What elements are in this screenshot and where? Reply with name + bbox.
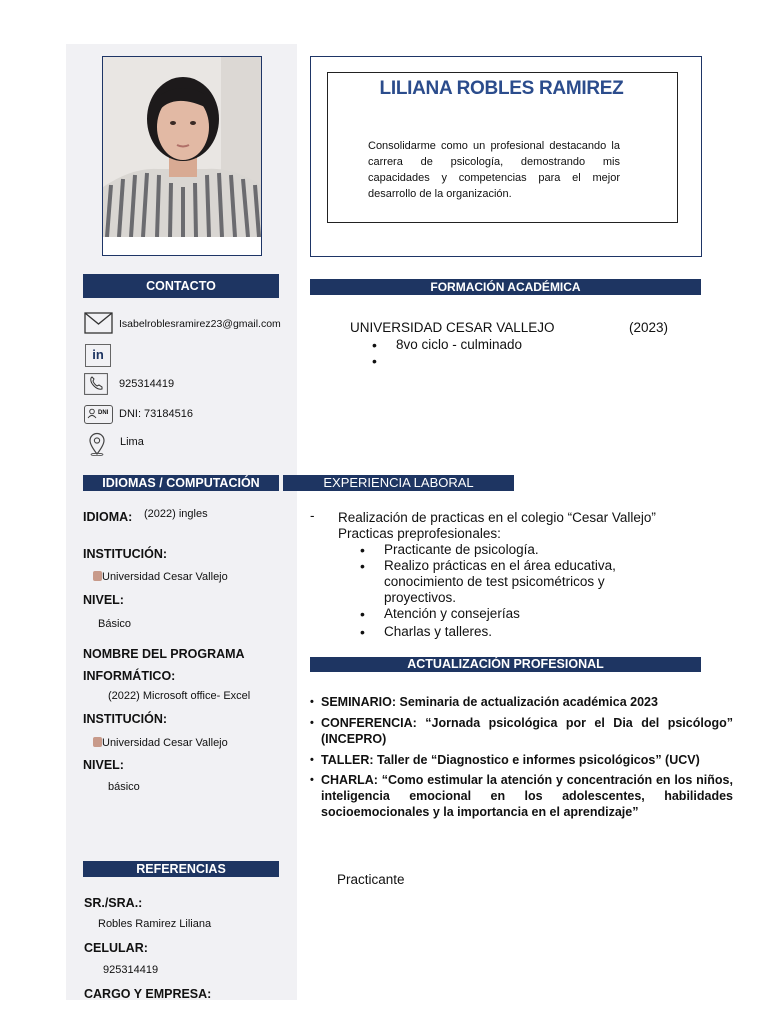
nivel2-value: básico (108, 781, 140, 793)
contact-city: Lima (120, 436, 144, 448)
nivel-label: NIVEL: (83, 593, 124, 607)
experiencia-item: • Practicante de psicología. (338, 542, 648, 558)
location-pin-icon (88, 432, 106, 461)
referencia-sr-value: Robles Ramirez Liliana (98, 918, 212, 930)
actualizacion-label: SEMINARIO: (321, 695, 396, 709)
nivel2-label: NIVEL: (83, 758, 124, 772)
linkedin-icon[interactable]: in (85, 344, 111, 367)
section-referencias: REFERENCIAS (83, 861, 279, 877)
referencia-celular-label: CELULAR: (84, 941, 148, 955)
nivel-value: Básico (98, 618, 132, 630)
institucion2-label: INSTITUCIÓN: (83, 712, 168, 726)
actualizacion-item: • TALLER: Taller de “Diagnostico e informes psicológicos” (UCV) (310, 753, 700, 767)
experiencia-list (338, 542, 648, 640)
id-card-icon-label: DNI (98, 410, 109, 416)
institution-small-icon (93, 737, 102, 747)
actualizacion-label: CHARLA: (321, 773, 378, 787)
referencia-cargo-value: Practicante (337, 872, 405, 887)
institucion-label: INSTITUCIÓN: (83, 547, 168, 561)
referencia-sr-label: SR./SRA.: (84, 896, 143, 910)
formacion-list (350, 337, 680, 369)
profile-photo-illustration (103, 57, 261, 255)
actualizacion-item: • CHARLA: “Como estimular la atención y concentración en los niños, inteligencia emocional en los adolescentes, habilidades socioemocionales y la importancia en el aprendizaje” (310, 773, 733, 819)
programa-label-2: INFORMÁTICO: (83, 669, 176, 683)
objective-text: Consolidarme como un profesional destacando la carrera de psicología, demostrando mis capacidades y competencias para el mejor desarrollo de la organización. (368, 140, 620, 200)
section-experiencia: EXPERIENCIA LABORAL (283, 475, 514, 491)
id-card-icon (84, 405, 113, 424)
candidate-name: LILIANA ROBLES RAMIREZ (379, 78, 624, 99)
formacion-item (350, 353, 680, 369)
experiencia-item: • Realizo prácticas en el área educativa, conocimiento de test psicométricos y proyectivos. (338, 558, 648, 606)
institucion-value: Universidad Cesar Vallejo (102, 571, 228, 583)
experiencia-dash: - (310, 508, 315, 523)
experiencia-item: • Charlas y talleres. (338, 624, 648, 640)
experiencia-item: • Atención y consejerías (338, 606, 648, 622)
institution-small-icon (93, 571, 102, 581)
profile-photo (102, 56, 262, 256)
contact-email: Isabelroblesramirez23@gmail.com (119, 318, 281, 330)
actualizacion-text: “Como estimular la atención y concentración en los niños, inteligencia emocional en los adolescentes, habilidades socioemocionales y la importancia en el aprendizaje” (321, 773, 733, 819)
experiencia-line2: Practicas preprofesionales: (338, 526, 501, 541)
email-icon (84, 312, 113, 339)
contact-dni: DNI: 73184516 (119, 408, 193, 420)
section-formacion: FORMACIÓN ACADÉMICA (310, 279, 701, 295)
actualizacion-item: • CONFERENCIA: “Jornada psicológica por el Dia del psicólogo” (INCEPRO) (310, 716, 733, 746)
idioma-label: IDIOMA: (83, 510, 133, 524)
institucion2-value: Universidad Cesar Vallejo (102, 737, 228, 749)
actualizacion-item: • SEMINARIO: Seminaria de actualización académica 2023 (310, 695, 658, 709)
section-idiomas: IDIOMAS / COMPUTACIÓN (83, 475, 279, 491)
contact-phone: 925314419 (119, 378, 175, 390)
programa-value: (2022) Microsoft office- Excel (108, 690, 251, 702)
actualizacion-text: “Jornada psicológica por el Dia del psicólogo” (INCEPRO) (321, 716, 733, 746)
actualizacion-text: Taller de “Diagnostico e informes psicológicos” (UCV) (377, 753, 700, 767)
referencia-celular-value: 925314419 (103, 964, 159, 976)
university-name: UNIVERSIDAD CESAR VALLEJO (350, 320, 555, 335)
university-year: (2023) (629, 320, 669, 335)
actualizacion-text: Seminaria de actualización académica 2023 (399, 695, 658, 709)
idioma-value: (2022) ingles (144, 508, 208, 520)
section-actualizacion: ACTUALIZACIÓN PROFESIONAL (310, 657, 701, 672)
actualizacion-label: CONFERENCIA: (321, 716, 417, 730)
experiencia-line1: Realización de practicas en el colegio “Cesar Vallejo” (338, 510, 656, 525)
actualizacion-label: TALLER: (321, 753, 374, 767)
referencia-cargo-label: CARGO Y EMPRESA: (84, 987, 212, 1001)
phone-icon (84, 373, 108, 400)
formacion-item: • 8vo ciclo - culminado (350, 337, 680, 353)
programa-label: NOMBRE DEL PROGRAMA (83, 647, 245, 661)
section-contacto: CONTACTO (83, 274, 279, 298)
